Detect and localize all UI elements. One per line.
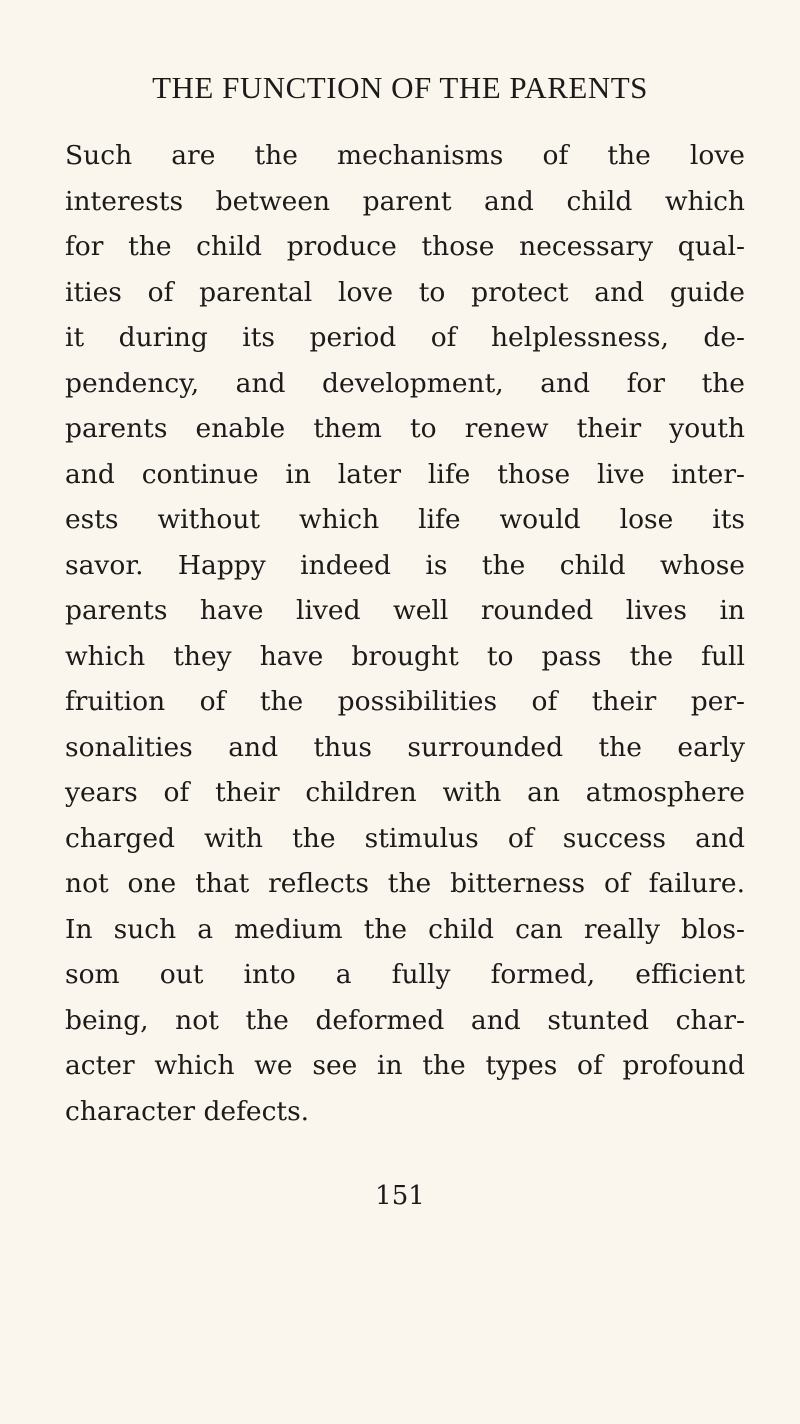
- text-line: character defects.: [65, 1095, 310, 1127]
- text-line: ests without which life would lose its: [65, 504, 745, 535]
- text-line: interests between parent and child which: [65, 185, 745, 217]
- text-line: Such are the mechanisms of the love: [65, 140, 745, 171]
- text-line: for the child produce those necessary qual-: [65, 231, 745, 262]
- text-line: not one that reflects the bitterness of failure.: [65, 868, 745, 899]
- running-head: THE FUNCTION OF THE PARENTS: [152, 70, 648, 105]
- text-line: parents have lived well rounded lives in: [65, 595, 745, 626]
- text-line: sonalities and thus surrounded the early: [65, 731, 745, 763]
- text-line: pendency, and development, and for the: [65, 367, 745, 399]
- text-line: being, not the deformed and stunted char-: [65, 1004, 745, 1036]
- text-line: som out into a fully formed, efficient: [65, 959, 745, 990]
- text-line: years of their children with an atmosphere: [65, 777, 745, 808]
- text-line: it during its period of helplessness, de-: [65, 322, 745, 353]
- text-line: parents enable them to renew their youth: [65, 413, 745, 444]
- text-line: charged with the stimulus of success and: [65, 822, 745, 854]
- body-paragraph: [65, 133, 745, 1134]
- text-line: In such a medium the child can really blos-: [65, 913, 745, 945]
- page-number: 151: [375, 1181, 425, 1211]
- text-line: which they have brought to pass the full: [65, 640, 745, 672]
- text-line: ities of parental love to protect and guide: [65, 276, 745, 308]
- text-line: and continue in later life those live inter-: [65, 458, 745, 490]
- text-line: fruition of the possibilities of their per-: [65, 686, 745, 717]
- text-line: savor. Happy indeed is the child whose: [65, 549, 745, 581]
- text-line: acter which we see in the types of profound: [65, 1050, 745, 1081]
